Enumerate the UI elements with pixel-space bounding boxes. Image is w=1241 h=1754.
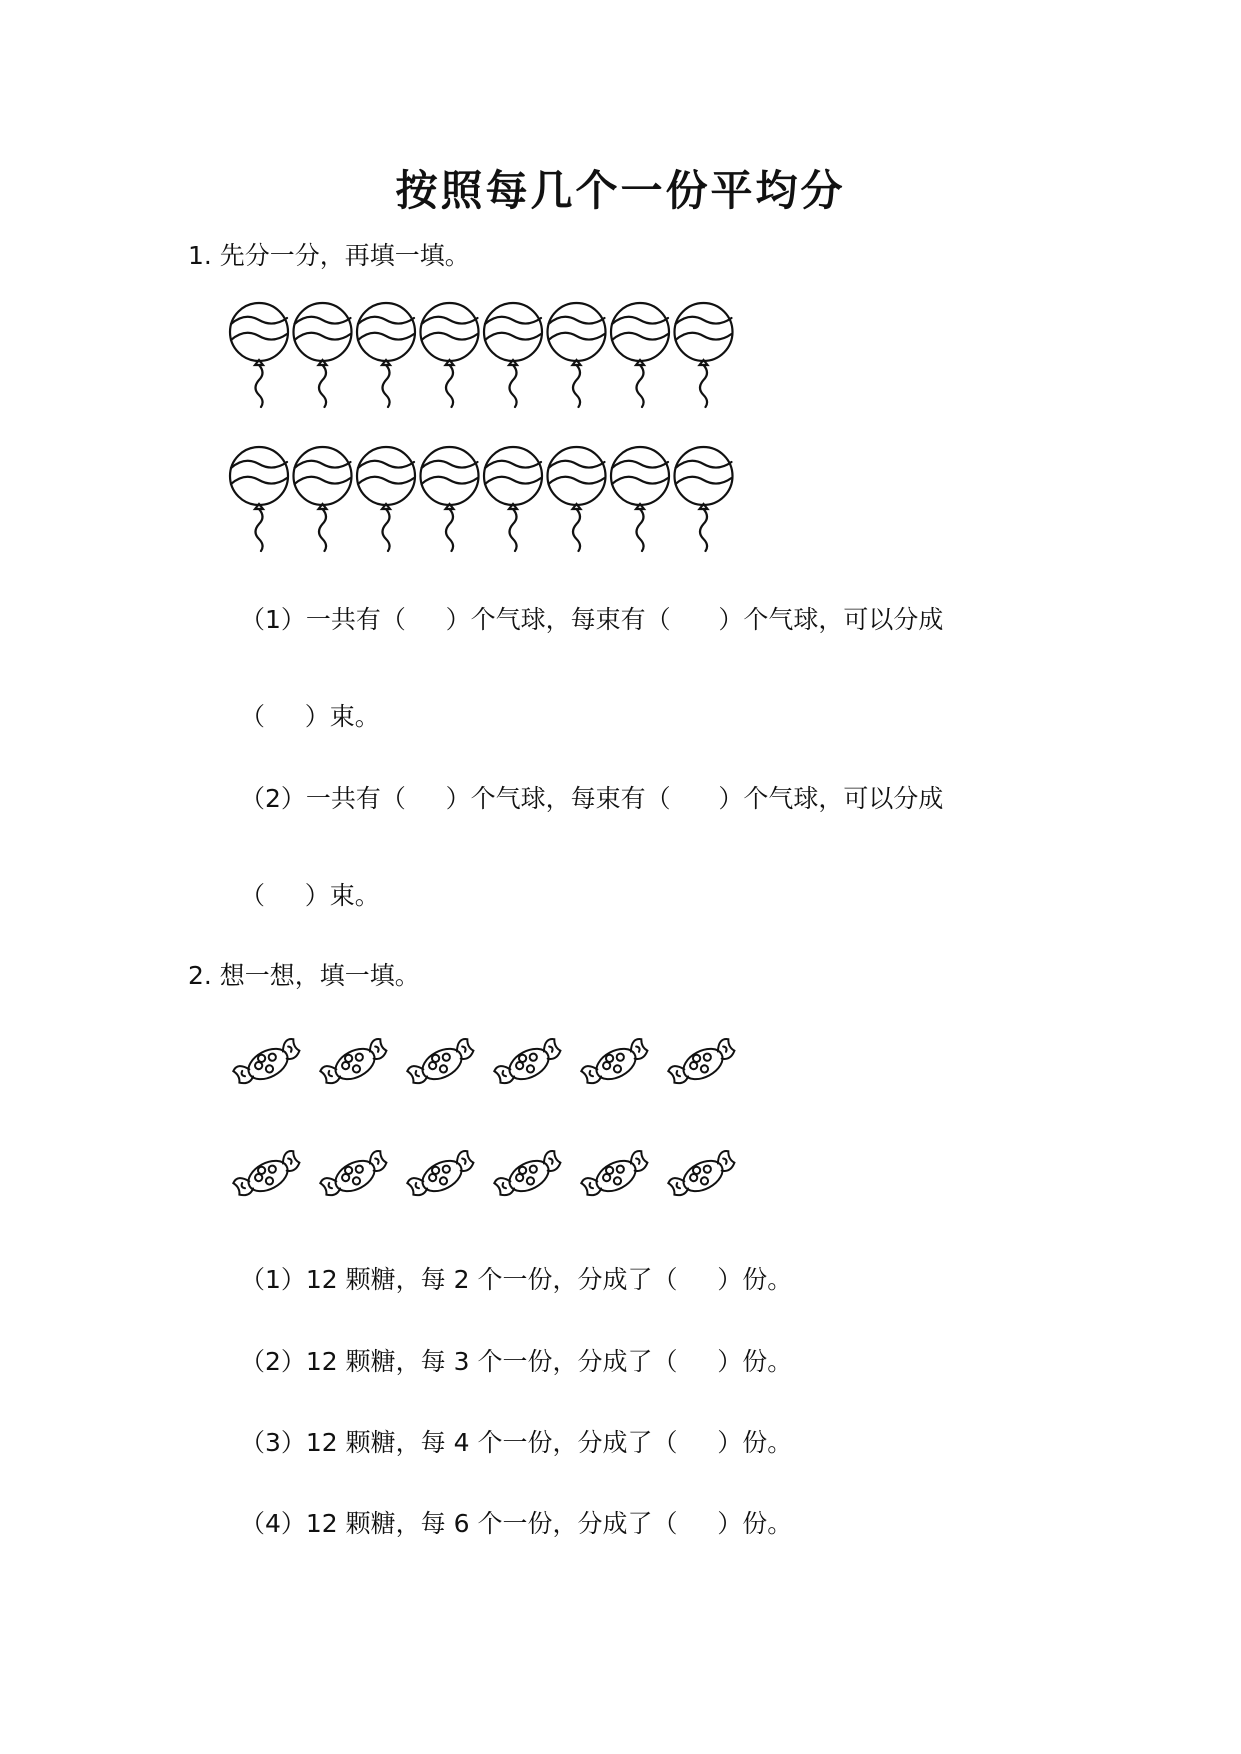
balloon-icon xyxy=(294,303,352,407)
balloon-icon xyxy=(230,303,288,407)
candy-icon xyxy=(580,1149,652,1204)
balloon-icon xyxy=(611,447,669,551)
question-1-2-line-2: （ ）束。 xyxy=(240,881,380,910)
balloon-icon xyxy=(611,303,669,407)
balloon-icon xyxy=(357,303,415,407)
candy-icon xyxy=(493,1149,565,1204)
candy-icon xyxy=(232,1037,304,1092)
candy-icon xyxy=(319,1037,391,1092)
balloon-icon xyxy=(421,303,479,407)
balloon-icon xyxy=(675,447,733,551)
question-2-4: （4）12 颗糖，每 6 个一份，分成了（ ）份。 xyxy=(240,1509,793,1538)
question-2-2: （2）12 颗糖，每 3 个一份，分成了（ ）份。 xyxy=(240,1347,793,1376)
balloon-row-1 xyxy=(0,290,1241,410)
section-2-heading: 2. 想一想，填一填。 xyxy=(188,961,420,990)
page-title: 按照每几个一份平均分 xyxy=(395,166,846,215)
balloon-icon xyxy=(484,303,542,407)
balloon-icon xyxy=(421,447,479,551)
question-2-3: （3）12 颗糖，每 4 个一份，分成了（ ）份。 xyxy=(240,1428,793,1457)
candy-icon xyxy=(406,1037,478,1092)
candy-icon xyxy=(406,1149,478,1204)
balloon-icon xyxy=(548,303,606,407)
question-2-1: （1）12 颗糖，每 2 个一份，分成了（ ）份。 xyxy=(240,1265,793,1294)
balloon-icon xyxy=(675,303,733,407)
balloon-icon xyxy=(548,447,606,551)
balloon-icon xyxy=(484,447,542,551)
candy-icon xyxy=(493,1037,565,1092)
candy-row-2 xyxy=(0,1142,1241,1212)
balloon-icon xyxy=(294,447,352,551)
section-1-heading: 1. 先分一分，再填一填。 xyxy=(188,241,470,270)
candy-icon xyxy=(319,1149,391,1204)
candy-row-1 xyxy=(0,1030,1241,1100)
balloon-icon xyxy=(357,447,415,551)
candy-icon xyxy=(232,1149,304,1204)
question-1-1-line-1: （1）一共有（ ）个气球，每束有（ ）个气球，可以分成 xyxy=(240,605,944,634)
question-1-2-line-1: （2）一共有（ ）个气球，每束有（ ）个气球，可以分成 xyxy=(240,784,944,813)
candy-icon xyxy=(667,1149,739,1204)
candy-icon xyxy=(667,1037,739,1092)
candy-icon xyxy=(580,1037,652,1092)
balloon-row-2 xyxy=(0,434,1241,554)
question-1-1-line-2: （ ）束。 xyxy=(240,702,380,731)
balloon-icon xyxy=(230,447,288,551)
